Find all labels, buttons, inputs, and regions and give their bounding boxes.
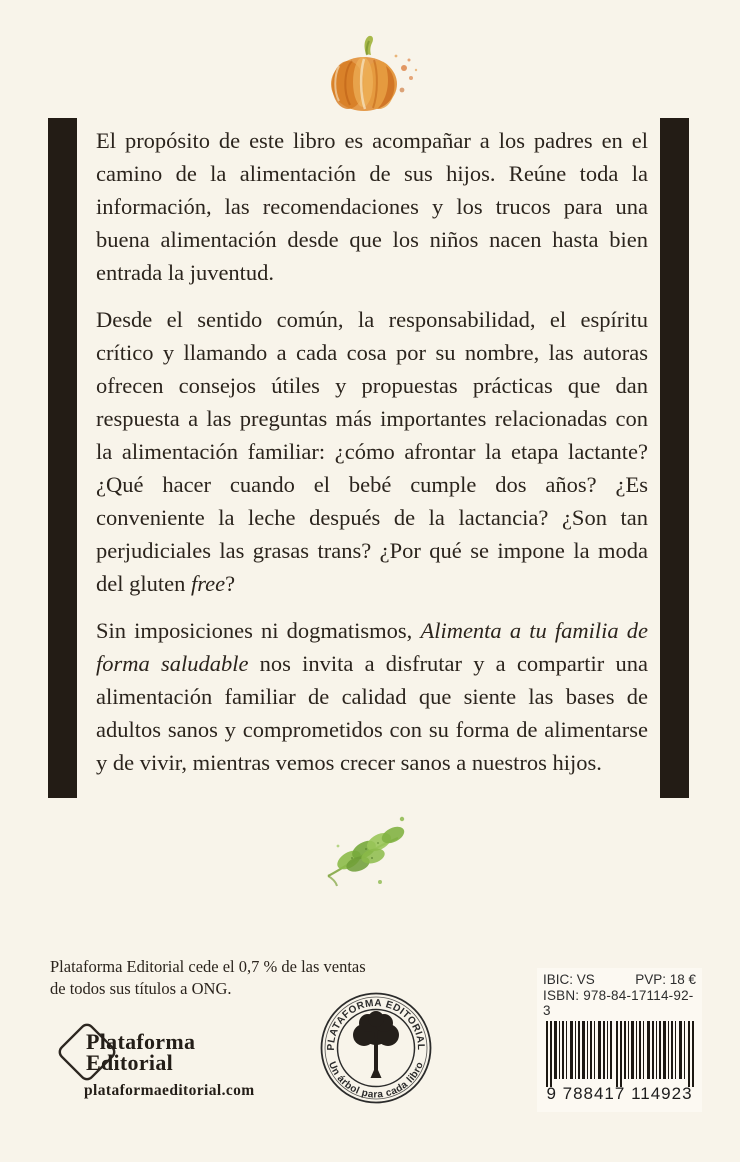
synopsis-paragraph: Sin imposiciones ni dogmatismos, Alimenta a tu familia de forma saludable nos invita a disfrutar y a compartir una alimentación familiar de calidad que siente las bases de adultos sanos y comprometidos con su forma de alimentarse y de vivir, mientras vemos crecer sanos a nuestros hijos. — [96, 618, 648, 775]
synopsis-paragraph: Desde el sentido común, la responsabilidad, el espíritu crítico y llamando a cada cosa por su nombre, las autoras ofrecen consejos útiles y propuestas prácticas que dan respuesta a las preguntas más importantes relacionadas con la alimentación familiar: ¿cómo afrontar la etapa lactante? ¿Qué hacer cuando el bebé cumple dos años? ¿Es conveniente la leche después de la lactancia? ¿Son tan perjudiciales las grasas trans? ¿Por qué se impone la moda del gluten free? — [96, 307, 648, 596]
tree-icon — [353, 1011, 399, 1078]
synopsis-paragraph: El propósito de este libro es acompañar a los padres en el camino de la alimentación de sus hijos. Reúne toda la información, las recomendaciones y los trucos para una buena alimentación desde que los niños nacen hasta bien entrada la juventud. — [96, 128, 648, 285]
pumpkin-icon — [308, 32, 426, 120]
barcode-icon — [545, 1021, 695, 1087]
publisher-name-line: Editorial — [86, 1049, 174, 1075]
right-black-bar — [660, 118, 689, 798]
ong-note-line: Plataforma Editorial cede el 0,7 % de las ventas — [50, 957, 366, 976]
leaves-icon — [316, 812, 420, 890]
left-black-bar — [48, 118, 77, 798]
isbn: ISBN: 978-84-17114-92-3 — [543, 988, 694, 1018]
publisher-name-line: Plataforma — [86, 1029, 196, 1054]
barcode-digits: 9 788417 114923 — [546, 1084, 693, 1103]
stamp-bottom-text: Un árbol para cada libro — [326, 1060, 426, 1101]
ibic-code: IBIC: VS — [543, 972, 595, 987]
ong-note-line: de todos sus títulos a ONG. — [50, 979, 232, 998]
barcode-block — [537, 968, 702, 1112]
synopsis-text — [96, 124, 648, 793]
publisher-website: plataformaeditorial.com — [84, 1082, 255, 1099]
publisher-name — [86, 1029, 196, 1075]
publisher-logo — [48, 1014, 288, 1110]
tree-stamp — [318, 990, 434, 1106]
price: PVP: 18 € — [635, 972, 696, 987]
stamp-top-text: PLATAFORMA EDITORIAL — [325, 997, 427, 1051]
